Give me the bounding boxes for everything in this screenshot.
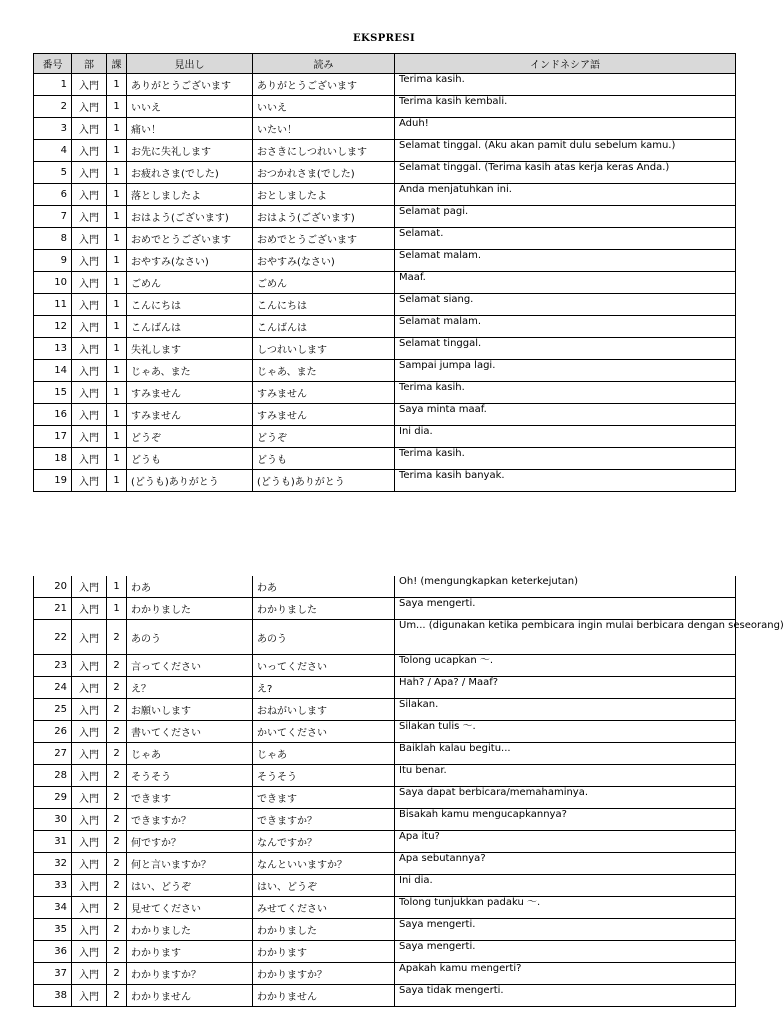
row-indonesian: Silakan. [395,699,736,721]
table-row [34,831,736,853]
row-yomi: おはよう(ございます) [253,206,395,228]
row-yomi: できます [253,787,395,809]
row-midashi: 落としましたよ [127,184,253,206]
row-yomi: ありがとうございます [253,74,395,96]
row-indonesian: Terima kasih. [395,74,736,96]
row-category: 入門 [72,743,107,765]
row-midashi: 言ってください [127,655,253,677]
header-category: 部 [72,54,107,74]
row-midashi: はい、どうぞ [127,875,253,897]
row-midashi: 失礼します [127,338,253,360]
row-midashi: 何ですか？ [127,831,253,853]
row-midashi: わあ [127,576,253,598]
row-yomi: なんといいますか？ [253,853,395,875]
table-row [34,875,736,897]
table-header [34,54,736,74]
row-midashi: わかります [127,941,253,963]
vocab-table-bottom [33,576,784,1007]
row-indonesian: Bisakah kamu mengucapkannya? [395,809,736,831]
row-category: 入門 [72,787,107,809]
table-row [34,809,736,831]
row-midashi: じゃあ、また [127,360,253,382]
row-number: 37 [34,963,72,985]
row-number: 3 [34,118,72,140]
row-category: 入門 [72,853,107,875]
row-number: 15 [34,382,72,404]
row-number: 14 [34,360,72,382]
table-row [34,677,736,699]
row-yomi: かいてください [253,721,395,743]
row-category: 入門 [72,677,107,699]
table-row [34,598,736,620]
row-midashi: わかりますか？ [127,963,253,985]
row-category: 入門 [72,941,107,963]
row-number: 25 [34,699,72,721]
table-row [34,360,736,382]
row-category: 入門 [72,162,107,184]
row-lesson: 2 [107,875,127,897]
row-yomi: おつかれさま(でした) [253,162,395,184]
row-category: 入門 [72,272,107,294]
row-yomi: わかります [253,941,395,963]
row-lesson: 1 [107,162,127,184]
row-yomi: できますか？ [253,809,395,831]
row-number: 12 [34,316,72,338]
row-lesson: 1 [107,74,127,96]
row-indonesian: Itu benar. [395,765,736,787]
row-category: 入門 [72,404,107,426]
row-number: 8 [34,228,72,250]
row-number: 22 [34,620,72,655]
row-midashi: 見せてください [127,897,253,919]
row-number: 36 [34,941,72,963]
row-lesson: 1 [107,470,127,492]
table-row [34,404,736,426]
row-number: 18 [34,448,72,470]
row-category: 入門 [72,184,107,206]
row-category: 入門 [72,963,107,985]
row-indonesian: Anda menjatuhkan ini. [395,184,736,206]
row-indonesian: Selamat siang. [395,294,736,316]
row-yomi: わかりますか？ [253,963,395,985]
row-indonesian: Hah? / Apa? / Maaf? [395,677,736,699]
row-number: 11 [34,294,72,316]
row-yomi: そうそう [253,765,395,787]
row-number: 16 [34,404,72,426]
row-midashi: え？ [127,677,253,699]
row-category: 入門 [72,206,107,228]
row-midashi: わかりました [127,598,253,620]
row-number: 21 [34,598,72,620]
row-yomi: こんにちは [253,294,395,316]
table-row [34,316,736,338]
table-row [34,765,736,787]
row-indonesian: Terima kasih banyak. [395,470,736,492]
table-row [34,140,736,162]
row-lesson: 2 [107,831,127,853]
table-row [34,250,736,272]
row-indonesian: Silakan tulis ～. [395,721,736,743]
table-row [34,118,736,140]
table-row [34,985,736,1007]
row-midashi: こんばんは [127,316,253,338]
row-lesson: 1 [107,272,127,294]
row-number: 24 [34,677,72,699]
row-indonesian: Saya mengerti. [395,919,736,941]
document-title: EKSPRESI [352,33,416,44]
row-category: 入門 [72,228,107,250]
row-yomi: あのう [253,620,395,655]
row-yomi: じゃあ [253,743,395,765]
row-number: 1 [34,74,72,96]
row-category: 入門 [72,118,107,140]
table-row [34,743,736,765]
row-lesson: 1 [107,382,127,404]
row-midashi: おやすみ(なさい) [127,250,253,272]
table-row [34,294,736,316]
table-row [34,96,736,118]
row-midashi: 痛い！ [127,118,253,140]
row-category: 入門 [72,338,107,360]
row-indonesian: Baiklah kalau begitu... [395,743,736,765]
row-midashi: お先に失礼します [127,140,253,162]
row-yomi: すみません [253,382,395,404]
row-indonesian: Saya minta maaf. [395,404,736,426]
row-yomi: しつれいします [253,338,395,360]
row-lesson: 1 [107,448,127,470]
row-yomi: どうも [253,448,395,470]
table-row [34,228,736,250]
row-category: 入門 [72,74,107,96]
row-indonesian: Maaf. [395,272,736,294]
row-category: 入門 [72,96,107,118]
row-midashi: できますか？ [127,809,253,831]
row-indonesian: Ini dia. [395,426,736,448]
row-category: 入門 [72,875,107,897]
table-row [34,897,736,919]
row-lesson: 1 [107,184,127,206]
row-category: 入門 [72,655,107,677]
row-yomi: おさきにしつれいします [253,140,395,162]
row-lesson: 2 [107,897,127,919]
row-category: 入門 [72,699,107,721]
row-indonesian: Tolong ucapkan ～. [395,655,736,677]
row-indonesian: Saya dapat berbicara/memahaminya. [395,787,736,809]
row-indonesian: Saya mengerti. [395,598,736,620]
header-num: 番号 [34,54,72,74]
row-number: 2 [34,96,72,118]
row-midashi: おはよう(ございます) [127,206,253,228]
row-midashi: そうそう [127,765,253,787]
table-row [34,74,736,96]
row-number: 7 [34,206,72,228]
table-body-bottom [34,576,784,1007]
row-category: 入門 [72,765,107,787]
table-row [34,721,736,743]
row-lesson: 1 [107,294,127,316]
row-indonesian: Aduh! [395,118,736,140]
row-yomi: ごめん [253,272,395,294]
row-indonesian: Um... (digunakan ketika pembicara ingin mulai berbicara dengan seseorang) [395,620,736,655]
row-number: 5 [34,162,72,184]
row-number: 20 [34,576,72,598]
row-yomi: みせてください [253,897,395,919]
row-midashi: わかりません [127,985,253,1007]
table-row [34,470,736,492]
row-indonesian: Selamat tinggal. [395,338,736,360]
row-number: 32 [34,853,72,875]
row-midashi: ごめん [127,272,253,294]
row-lesson: 1 [107,96,127,118]
row-category: 入門 [72,448,107,470]
row-category: 入門 [72,250,107,272]
row-midashi: こんにちは [127,294,253,316]
vocab-table-top [33,53,736,492]
row-indonesian: Apa sebutannya? [395,853,736,875]
row-indonesian: Sampai jumpa lagi. [395,360,736,382]
row-lesson: 2 [107,985,127,1007]
table-body-top [34,74,736,492]
row-indonesian: Selamat tinggal. (Aku akan pamit dulu sebelum kamu.) [395,140,736,162]
row-yomi: なんですか？ [253,831,395,853]
table-row [34,576,736,598]
row-yomi: え? [253,677,395,699]
row-midashi: いいえ [127,96,253,118]
row-indonesian: Selamat. [395,228,736,250]
row-yomi: わかりません [253,985,395,1007]
row-indonesian: Ini dia. [395,875,736,897]
row-number: 31 [34,831,72,853]
row-number: 17 [34,426,72,448]
header-lesson: 課 [107,54,127,74]
row-category: 入門 [72,382,107,404]
row-category: 入門 [72,470,107,492]
row-number: 13 [34,338,72,360]
row-indonesian: Terima kasih. [395,382,736,404]
table-row [34,162,736,184]
header-yomi: 読み [253,54,395,74]
row-yomi: こんばんは [253,316,395,338]
table-row [34,919,736,941]
row-lesson: 2 [107,963,127,985]
row-yomi: おやすみ(なさい) [253,250,395,272]
header-midashi: 見出し [127,54,253,74]
row-lesson: 1 [107,598,127,620]
row-lesson: 2 [107,853,127,875]
row-category: 入門 [72,620,107,655]
row-lesson: 2 [107,809,127,831]
row-number: 30 [34,809,72,831]
row-indonesian: Saya mengerti. [395,941,736,963]
row-lesson: 1 [107,118,127,140]
row-indonesian: Selamat tinggal. (Terima kasih atas kerja keras Anda.) [395,162,736,184]
row-midashi: じゃあ [127,743,253,765]
row-category: 入門 [72,919,107,941]
row-lesson: 1 [107,338,127,360]
row-number: 27 [34,743,72,765]
row-lesson: 1 [107,576,127,598]
row-lesson: 1 [107,404,127,426]
row-yomi: じゃあ、また [253,360,395,382]
table-row [34,184,736,206]
table-row [34,655,736,677]
row-number: 10 [34,272,72,294]
row-yomi: おとしましたよ [253,184,395,206]
table-row [34,448,736,470]
row-yomi: どうぞ [253,426,395,448]
row-indonesian: Terima kasih. [395,448,736,470]
row-indonesian: Oh! (mengungkapkan keterkejutan) [395,576,736,598]
row-indonesian: Saya tidak mengerti. [395,985,736,1007]
row-number: 28 [34,765,72,787]
row-lesson: 2 [107,743,127,765]
row-midashi: すみません [127,404,253,426]
row-category: 入門 [72,360,107,382]
row-number: 6 [34,184,72,206]
table-row [34,941,736,963]
row-lesson: 2 [107,699,127,721]
row-category: 入門 [72,598,107,620]
row-midashi: (どうも)ありがとう [127,470,253,492]
row-lesson: 1 [107,250,127,272]
row-lesson: 1 [107,140,127,162]
row-midashi: お疲れさま(でした) [127,162,253,184]
row-number: 9 [34,250,72,272]
row-indonesian: Selamat malam. [395,316,736,338]
row-midashi: すみません [127,382,253,404]
row-indonesian: Apakah kamu mengerti? [395,963,736,985]
row-midashi: お願いします [127,699,253,721]
row-category: 入門 [72,294,107,316]
table-row [34,426,736,448]
row-indonesian: Terima kasih kembali. [395,96,736,118]
row-midashi: わかりました [127,919,253,941]
row-number: 23 [34,655,72,677]
row-yomi: すみません [253,404,395,426]
row-lesson: 2 [107,721,127,743]
row-yomi: おめでとうございます [253,228,395,250]
row-lesson: 1 [107,228,127,250]
row-lesson: 1 [107,360,127,382]
row-category: 入門 [72,831,107,853]
row-midashi: ありがとうございます [127,74,253,96]
row-category: 入門 [72,721,107,743]
row-yomi: はい、どうぞ [253,875,395,897]
row-indonesian: Selamat pagi. [395,206,736,228]
row-yomi: いってください [253,655,395,677]
row-indonesian: Apa itu? [395,831,736,853]
row-number: 35 [34,919,72,941]
row-lesson: 2 [107,919,127,941]
row-lesson: 1 [107,426,127,448]
table-row [34,699,736,721]
row-number: 38 [34,985,72,1007]
row-midashi: できます [127,787,253,809]
row-category: 入門 [72,985,107,1007]
row-number: 34 [34,897,72,919]
row-lesson: 2 [107,787,127,809]
row-yomi: わかりました [253,598,395,620]
table-row [34,382,736,404]
row-yomi: わあ [253,576,395,598]
row-yomi: いたい！ [253,118,395,140]
row-midashi: おめでとうございます [127,228,253,250]
row-category: 入門 [72,897,107,919]
row-yomi: (どうも)ありがとう [253,470,395,492]
header-indonesian: インドネシア語 [395,54,736,74]
table-row [34,787,736,809]
table-row [34,620,736,655]
table-row [34,272,736,294]
row-number: 26 [34,721,72,743]
row-lesson: 2 [107,620,127,655]
row-midashi: どうも [127,448,253,470]
row-midashi: どうぞ [127,426,253,448]
row-category: 入門 [72,426,107,448]
row-number: 33 [34,875,72,897]
table-row [34,963,736,985]
row-lesson: 2 [107,765,127,787]
row-category: 入門 [72,809,107,831]
row-indonesian: Tolong tunjukkan padaku ～. [395,897,736,919]
row-number: 29 [34,787,72,809]
row-category: 入門 [72,316,107,338]
row-category: 入門 [72,140,107,162]
row-midashi: 何と言いますか？ [127,853,253,875]
row-lesson: 1 [107,206,127,228]
table-row [34,853,736,875]
table-row [34,206,736,228]
row-category: 入門 [72,576,107,598]
table-row [34,338,736,360]
row-indonesian: Selamat malam. [395,250,736,272]
row-yomi: いいえ [253,96,395,118]
row-yomi: わかりました [253,919,395,941]
row-yomi: おねがいします [253,699,395,721]
row-number: 4 [34,140,72,162]
row-lesson: 2 [107,677,127,699]
row-midashi: あのう [127,620,253,655]
row-number: 19 [34,470,72,492]
row-lesson: 1 [107,316,127,338]
row-midashi: 書いてください [127,721,253,743]
row-lesson: 2 [107,941,127,963]
row-lesson: 2 [107,655,127,677]
